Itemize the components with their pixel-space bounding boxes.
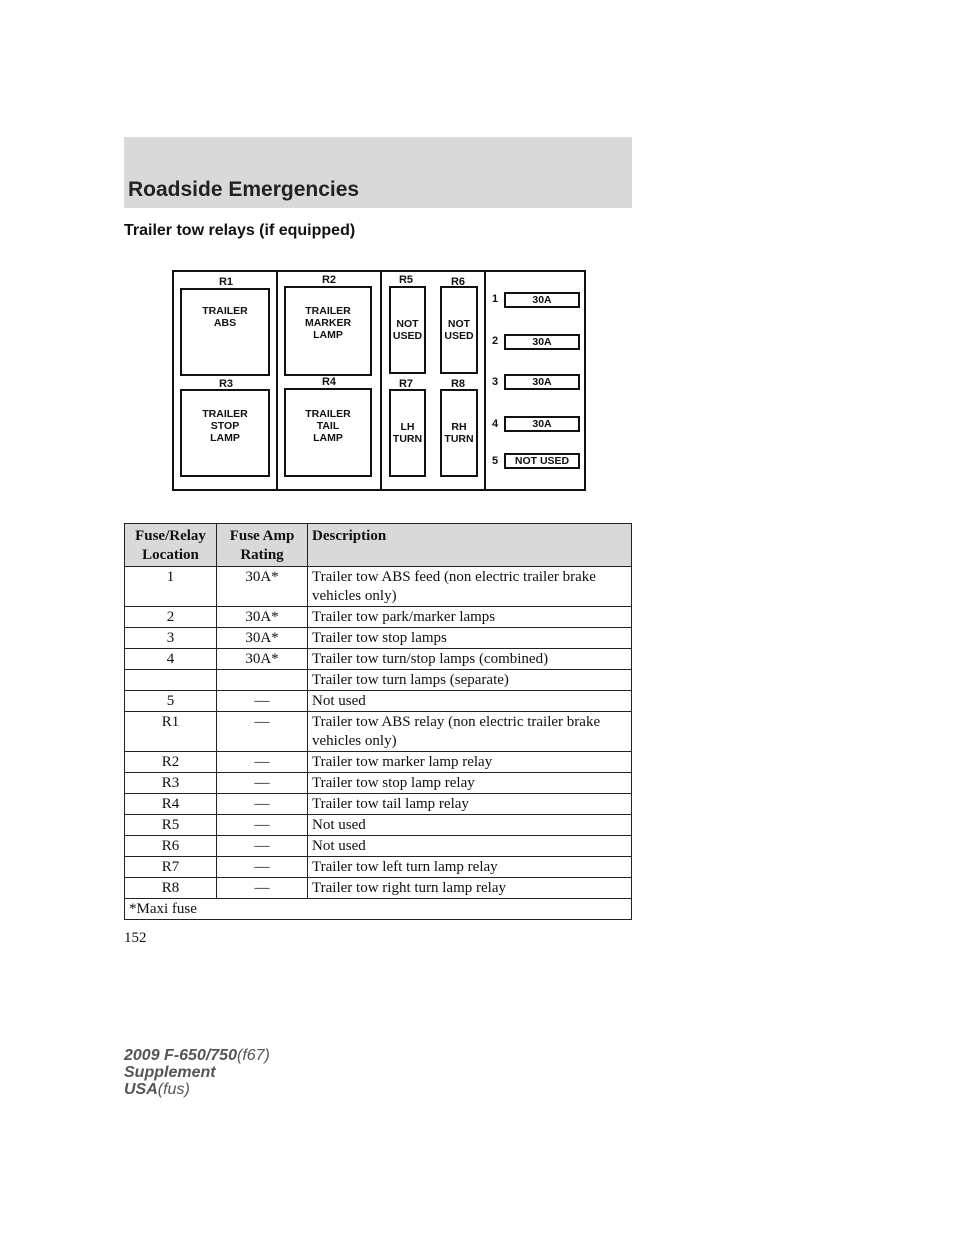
divider	[276, 272, 278, 489]
relay-r3	[180, 389, 270, 477]
cell-description: Trailer tow stop lamp relay	[308, 773, 632, 794]
cell-location: 4	[125, 649, 217, 670]
cell-description: Trailer tow ABS feed (non electric trailer brake vehicles only)	[308, 567, 632, 607]
cell-location: R7	[125, 857, 217, 878]
cell-description: Trailer tow marker lamp relay	[308, 752, 632, 773]
relay-r7	[389, 389, 426, 477]
table-row	[125, 878, 632, 899]
cell-rating: —	[217, 752, 308, 773]
cell-rating: —	[217, 815, 308, 836]
cell-rating: —	[217, 712, 308, 752]
relay-r1	[180, 288, 270, 376]
table-row	[125, 857, 632, 878]
relay-label-r5: R5	[398, 274, 414, 286]
relay-r4-text: TRAILER TAIL LAMP	[305, 407, 351, 444]
cell-description: Trailer tow right turn lamp relay	[308, 878, 632, 899]
cell-location: R3	[125, 773, 217, 794]
table-row	[125, 649, 632, 670]
cell-location: R1	[125, 712, 217, 752]
table-row	[125, 752, 632, 773]
cell-location: 2	[125, 607, 217, 628]
cell-rating: —	[217, 691, 308, 712]
relay-label-r1: R1	[218, 276, 234, 288]
table-row	[125, 607, 632, 628]
cell-location: R8	[125, 878, 217, 899]
cell-location: 3	[125, 628, 217, 649]
cell-description: Trailer tow park/marker lamps	[308, 607, 632, 628]
relay-r2	[284, 286, 372, 376]
cell-rating: 30A*	[217, 649, 308, 670]
relay-label-r8: R8	[450, 378, 466, 390]
fuse-slot-3: 30A	[504, 374, 580, 390]
table-row	[125, 773, 632, 794]
cell-rating: —	[217, 878, 308, 899]
cell-rating: —	[217, 857, 308, 878]
fuse-number: 5	[492, 455, 499, 467]
footer-market: USA	[124, 1081, 158, 1098]
cell-rating: —	[217, 836, 308, 857]
cell-description: Trailer tow left turn lamp relay	[308, 857, 632, 878]
relay-label-r6: R6	[450, 276, 466, 288]
cell-rating: —	[217, 773, 308, 794]
relay-r8-text: RH TURN	[444, 421, 474, 445]
cell-location: R6	[125, 836, 217, 857]
cell-location: 5	[125, 691, 217, 712]
table-row	[125, 691, 632, 712]
footer-market-code: (fus)	[157, 1081, 190, 1098]
fuse-table	[124, 523, 632, 920]
relay-label-r7: R7	[398, 378, 414, 390]
cell-location: R5	[125, 815, 217, 836]
cell-rating: 30A*	[217, 607, 308, 628]
cell-description: Not used	[308, 691, 632, 712]
table-footnote: *Maxi fuse	[125, 899, 632, 920]
fuse-number: 1	[492, 293, 499, 305]
column-header: Description	[308, 524, 632, 567]
fuse-number: 4	[492, 418, 499, 430]
cell-rating	[217, 670, 308, 691]
cell-description: Trailer tow turn/stop lamps (combined)	[308, 649, 632, 670]
fuse-slot-4: 30A	[504, 416, 580, 432]
relay-r1-text: TRAILER ABS	[202, 305, 248, 329]
table-header-row	[125, 524, 632, 567]
cell-rating: 30A*	[217, 628, 308, 649]
cell-location: R4	[125, 794, 217, 815]
relay-diagram	[172, 270, 586, 491]
cell-location: R2	[125, 752, 217, 773]
cell-description: Not used	[308, 815, 632, 836]
cell-rating: —	[217, 794, 308, 815]
column-header: Fuse Amp Rating	[217, 524, 308, 567]
subheading: Trailer tow relays (if equipped)	[124, 222, 356, 239]
fuse-slot-5: NOT USED	[504, 453, 580, 469]
fuse-number: 3	[492, 376, 499, 388]
cell-description: Trailer tow ABS relay (non electric trailer brake vehicles only)	[308, 712, 632, 752]
cell-description: Trailer tow stop lamps	[308, 628, 632, 649]
cell-rating: 30A*	[217, 567, 308, 607]
cell-description: Trailer tow tail lamp relay	[308, 794, 632, 815]
cell-description: Trailer tow turn lamps (separate)	[308, 670, 632, 691]
relay-r5	[389, 286, 426, 374]
cell-location: 1	[125, 567, 217, 607]
table-row	[125, 794, 632, 815]
cell-location	[125, 670, 217, 691]
relay-r2-text: TRAILER MARKER LAMP	[304, 305, 352, 341]
table-row	[125, 836, 632, 857]
column-header: Fuse/Relay Location	[125, 524, 217, 567]
relay-r3-text: TRAILER STOP LAMP	[202, 408, 248, 444]
page-number: 152	[124, 930, 147, 946]
relay-r7-text: LH TURN	[392, 421, 423, 445]
relay-label-r3: R3	[218, 378, 234, 390]
footer-model: 2009 F-650/750	[124, 1047, 237, 1064]
footer-model-code: (f67)	[236, 1047, 270, 1064]
fuse-slot-1: 30A	[504, 292, 580, 308]
fuse-number: 2	[492, 335, 499, 347]
relay-r4	[284, 388, 372, 477]
table-row	[125, 712, 632, 752]
footer	[124, 1047, 270, 1098]
table-row	[125, 670, 632, 691]
fuse-slot-2: 30A	[504, 334, 580, 350]
footer-doc-type: Supplement	[124, 1064, 216, 1081]
relay-r8	[440, 389, 478, 477]
relay-r5-text: NOT USED	[392, 318, 423, 342]
relay-r6	[440, 286, 478, 374]
table-row	[125, 815, 632, 836]
relay-r6-text: NOT USED	[444, 318, 474, 342]
table-row	[125, 628, 632, 649]
relay-label-r4: R4	[321, 376, 337, 388]
table-footnote-row	[125, 899, 632, 920]
table-row	[125, 567, 632, 607]
relay-label-r2: R2	[321, 274, 337, 286]
cell-description: Not used	[308, 836, 632, 857]
section-title: Roadside Emergencies	[128, 178, 360, 201]
